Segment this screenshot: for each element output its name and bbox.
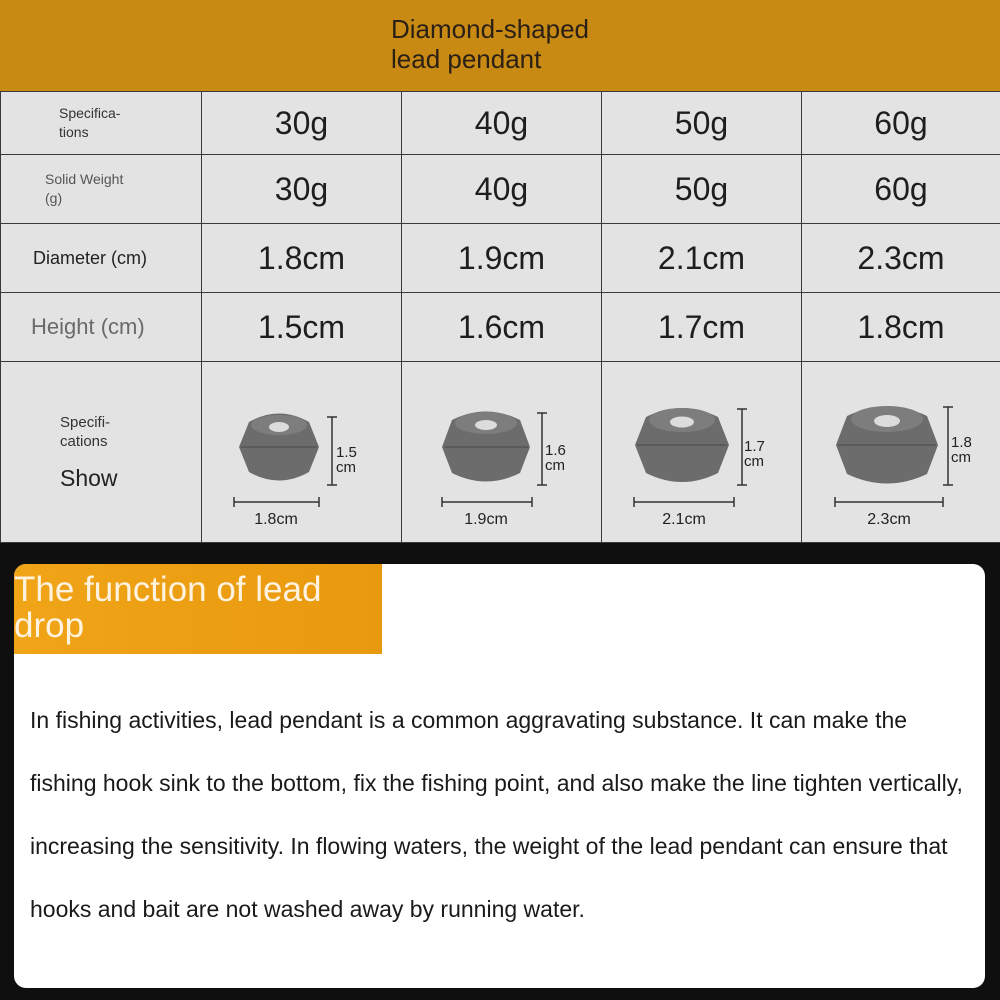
weight-cell: 30g [202, 155, 402, 224]
dim-height-value: 1.8 [951, 434, 972, 451]
row-label-height: Height (cm) [1, 293, 202, 362]
row-label-show [1, 362, 202, 543]
diameter-cell: 1.9cm [402, 224, 602, 293]
diameter-cell: 2.3cm [802, 224, 1000, 293]
sinker-icon [442, 412, 530, 482]
weight-cell: 60g [802, 155, 1000, 224]
spec-cell: 40g [402, 92, 602, 155]
diameter-cell: 2.1cm [602, 224, 802, 293]
row-label-diameter: Diameter (cm) [1, 224, 202, 293]
spec-cell: 30g [202, 92, 402, 155]
row-label-show-line2: Show [60, 464, 118, 491]
dim-height-value: 1.7 [743, 438, 765, 455]
sinker-illustration [204, 367, 400, 537]
width-dimension [442, 497, 532, 507]
dim-width-label: 1.9cm [463, 511, 508, 528]
function-description: In fishing activities, lead pendant is a common aggravating substance. It can make the fishing hook sink to the bottom, fix the fishing point, and also make the line tighten vertically, increasing the sensitivity. In flowing waters, the weight of the lead pendant can ensure that hooks and bait are not washed away by running water. [30, 707, 963, 922]
table-row-show [1, 362, 1000, 543]
row-label-specifications [1, 92, 202, 155]
height-cell: 1.6cm [402, 293, 602, 362]
dim-width-label: 2.1cm [661, 511, 706, 528]
width-dimension [234, 497, 319, 507]
dim-height-unit: cm [335, 459, 356, 476]
row-label-solid-weight [1, 155, 202, 224]
show-cell [602, 362, 802, 543]
dim-height-unit: cm [544, 457, 565, 474]
sinker-icon [239, 414, 319, 481]
weight-cell: 40g [402, 155, 602, 224]
table-row-specifications [1, 92, 1000, 155]
show-cell [202, 362, 402, 543]
page-title: Diamond-shaped lead pendant [391, 14, 590, 74]
height-cell: 1.8cm [802, 293, 1000, 362]
table-row-height [1, 293, 1000, 362]
spec-table [0, 91, 1000, 543]
sinker-illustration [404, 367, 600, 537]
sinker-icon [635, 408, 729, 482]
dim-height-value: 1.6 [544, 442, 566, 459]
sinker-illustration [803, 367, 999, 537]
dim-width-label: 2.3cm [867, 511, 911, 528]
height-cell: 1.7cm [602, 293, 802, 362]
diameter-cell: 1.8cm [202, 224, 402, 293]
sinker-illustration [604, 367, 800, 537]
sinker-icon [836, 406, 938, 484]
dim-height-unit: cm [743, 453, 764, 470]
function-title: The function of lead drop [14, 570, 322, 645]
height-cell: 1.5cm [202, 293, 402, 362]
spec-cell: 60g [802, 92, 1000, 155]
row-label-text: Solid Weight (g) [45, 171, 124, 206]
table-row-diameter [1, 224, 1000, 293]
weight-cell: 50g [602, 155, 802, 224]
function-panel [14, 564, 985, 988]
table-row-solid-weight [1, 155, 1000, 224]
width-dimension [634, 497, 734, 507]
dim-height-value: 1.5 [335, 444, 357, 461]
dim-width-label: 1.8cm [253, 511, 298, 528]
row-label-show-line1: Specifi- cations [60, 413, 111, 450]
dim-height-unit: cm [951, 449, 971, 466]
header-banner [0, 0, 1000, 91]
show-cell [402, 362, 602, 543]
width-dimension [835, 497, 943, 507]
function-title-banner [14, 564, 382, 654]
show-cell [802, 362, 1000, 543]
row-label-text: Specifica- tions [59, 105, 121, 140]
spec-cell: 50g [602, 92, 802, 155]
